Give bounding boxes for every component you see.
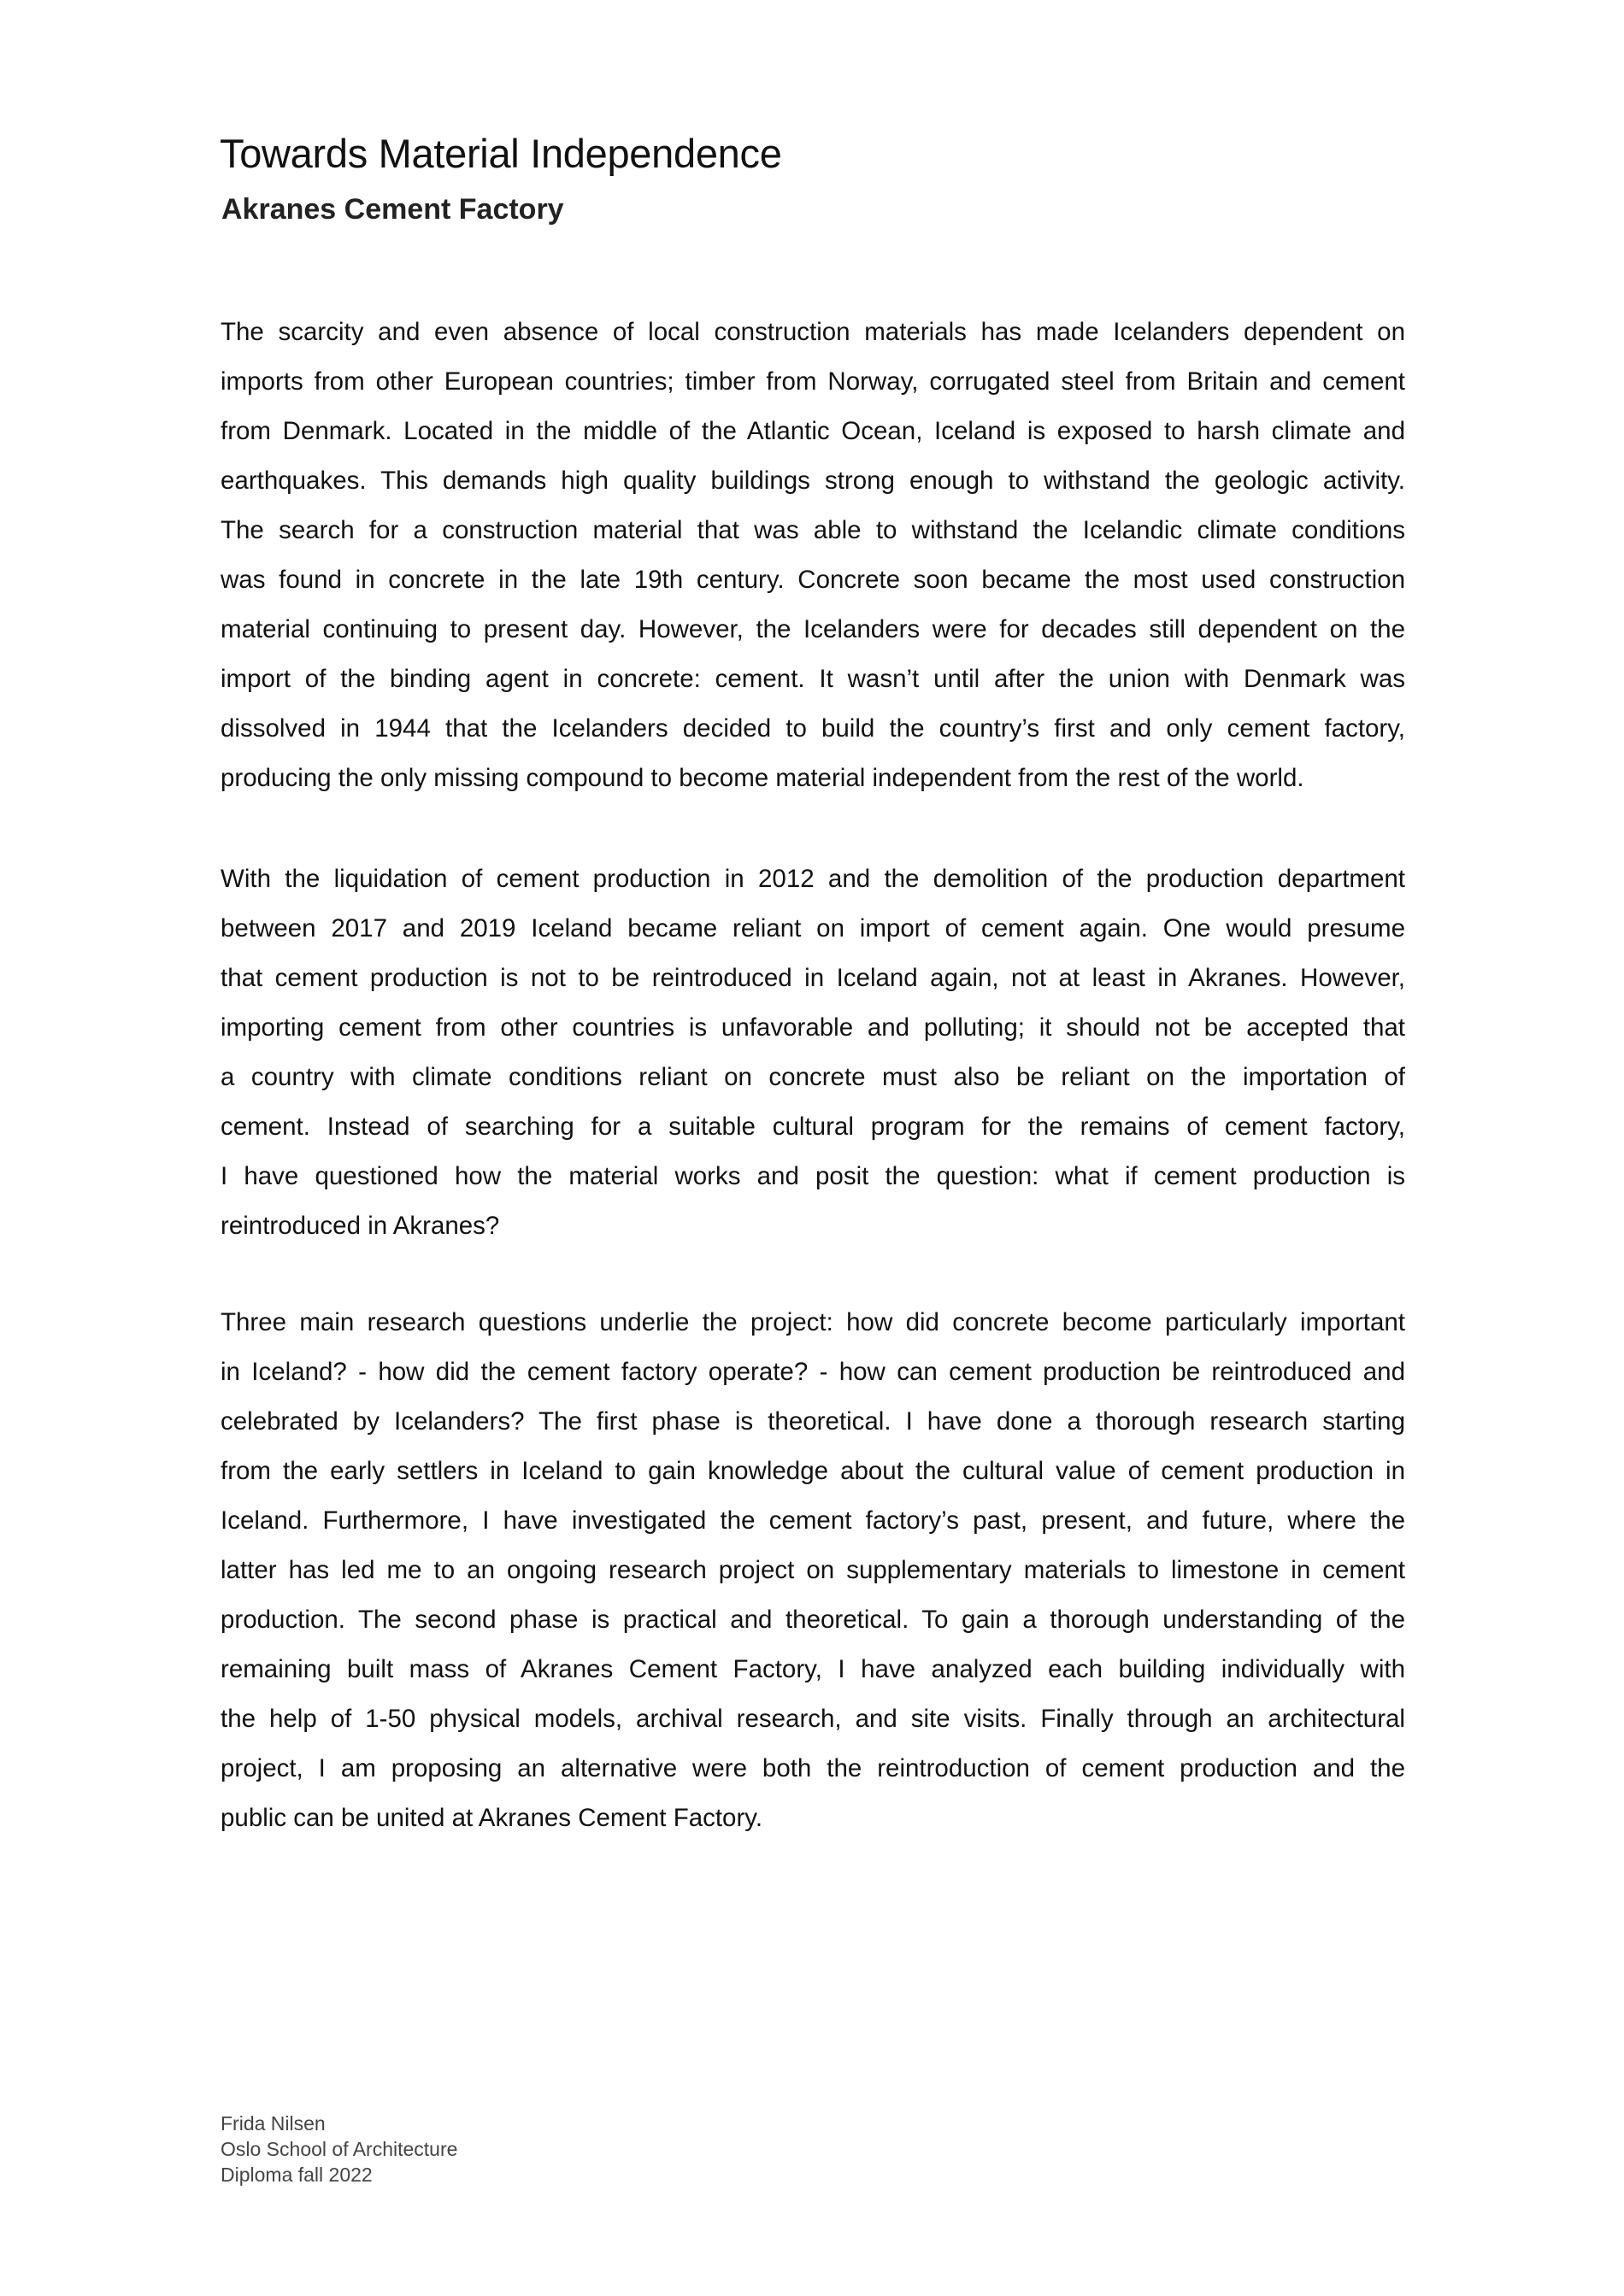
text-line: earthquakes. This demands high quality buildings strong enough to withstand the geologic activity.	[221, 467, 1405, 495]
text-line: Iceland. Furthermore, I have investigated the cement factory’s past, present, and future, where the	[221, 1506, 1405, 1535]
text-line: The scarcity and even absence of local construction materials has made Icelanders dependent on	[221, 318, 1405, 346]
text-line: project, I am proposing an alternative were both the reintroduction of cement production and the	[221, 1754, 1405, 1782]
text-line: importing cement from other countries is unfavorable and polluting; it should not be accepted that	[221, 1013, 1405, 1042]
text-line: With the liquidation of cement production in 2012 and the demolition of the production department	[221, 865, 1405, 893]
footer-institution: Oslo School of Architecture	[221, 2138, 458, 2160]
footer-author: Frida Nilsen	[221, 2112, 326, 2135]
paragraph-2	[221, 854, 1405, 1251]
text-line: latter has led me to an ongoing research project on supplementary materials to limestone in cement	[221, 1556, 1405, 1584]
text-line: reintroduced in Akranes?	[221, 1212, 500, 1240]
text-line: producing the only missing compound to become material independent from the rest of the world.	[221, 764, 1304, 792]
text-line: the help of 1-50 physical models, archival research, and site visits. Finally through an architectural	[221, 1705, 1405, 1733]
text-line: import of the binding agent in concrete: cement. It wasn’t until after the union with Denmark was	[221, 665, 1405, 693]
text-line: from the early settlers in Iceland to gain knowledge about the cultural value of cement production in	[221, 1457, 1405, 1485]
text-line: Three main research questions underlie the project: how did concrete become particularly important	[221, 1308, 1405, 1336]
document-subtitle: Akranes Cement Factory	[221, 193, 564, 226]
text-line: celebrated by Icelanders? The first phase is theoretical. I have done a thorough research starting	[221, 1407, 1405, 1436]
footer-program: Diploma fall 2022	[221, 2164, 373, 2186]
text-line: remaining built mass of Akranes Cement Factory, I have analyzed each building individually with	[221, 1655, 1405, 1683]
paragraph-3	[221, 1298, 1405, 1843]
text-line: a country with climate conditions reliant on concrete must also be reliant on the importation of	[221, 1063, 1405, 1091]
paragraph-1	[221, 308, 1405, 803]
text-line: I have questioned how the material works and posit the question: what if cement production is	[221, 1162, 1405, 1190]
text-line: production. The second phase is practical and theoretical. To gain a thorough understanding of the	[221, 1606, 1405, 1634]
text-line: material continuing to present day. However, the Icelanders were for decades still dependent on the	[221, 615, 1405, 643]
document-title: Towards Material Independence	[220, 131, 782, 176]
text-line: dissolved in 1944 that the Icelanders decided to build the country’s first and only cement factory,	[221, 714, 1405, 743]
text-line: The search for a construction material that was able to withstand the Icelandic climate conditions	[221, 516, 1405, 544]
text-line: cement. Instead of searching for a suitable cultural program for the remains of cement factory,	[221, 1113, 1405, 1141]
text-line: in Iceland? - how did the cement factory operate? - how can cement production be reintroduced and	[221, 1358, 1405, 1386]
footer-credits	[221, 2111, 457, 2187]
text-line: imports from other European countries; timber from Norway, corrugated steel from Britain and cement	[221, 367, 1405, 396]
text-line: from Denmark. Located in the middle of the Atlantic Ocean, Iceland is exposed to harsh climate and	[221, 417, 1405, 445]
text-line: was found in concrete in the late 19th century. Concrete soon became the most used construction	[221, 566, 1405, 594]
text-line: that cement production is not to be reintroduced in Iceland again, not at least in Akranes. However,	[221, 964, 1405, 992]
text-line: public can be united at Akranes Cement Factory.	[221, 1804, 763, 1832]
text-line: between 2017 and 2019 Iceland became reliant on import of cement again. One would presume	[221, 914, 1405, 942]
